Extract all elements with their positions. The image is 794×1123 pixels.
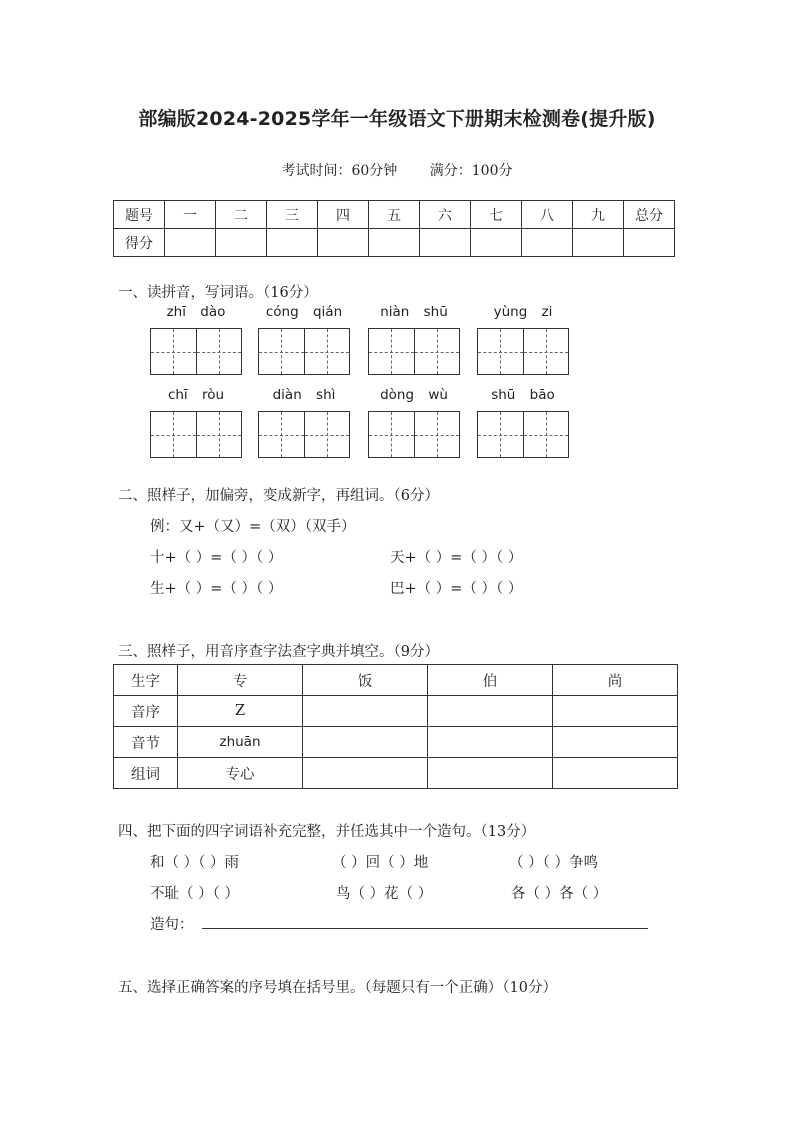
idiom-blank[interactable]: （ ）回（ ）地	[332, 855, 429, 871]
writing-grid[interactable]	[477, 328, 569, 375]
section1-heading: 一、读拼音，写词语。（16分）	[118, 285, 318, 301]
dict-row	[114, 758, 678, 789]
sentence-label: 造句：	[150, 917, 194, 933]
grid-cell[interactable]	[305, 329, 350, 374]
page-title: 部编版2024-2025学年一年级语文下册期末检测卷(提升版)	[138, 108, 656, 130]
writing-grid[interactable]	[150, 328, 242, 375]
grid-cell[interactable]	[151, 329, 197, 374]
idiom-blank[interactable]: 各（ ）各（ ）	[511, 886, 608, 902]
sentence-answer-line[interactable]	[202, 928, 648, 929]
dict-cell: 伯	[428, 665, 553, 696]
score-header-cell: 一	[165, 201, 216, 229]
dict-cell: 尚	[553, 665, 678, 696]
grid-cell[interactable]	[197, 412, 242, 457]
dict-row	[114, 696, 678, 727]
score-table-score-row	[114, 229, 675, 257]
score-header-cell: 七	[471, 201, 522, 229]
dict-answer-cell[interactable]	[428, 758, 553, 789]
section2-line-right[interactable]: 巴+（ ）=（ ）（ ）	[390, 581, 523, 597]
dict-cell: Z	[178, 696, 303, 727]
pinyin-text: diàn shì	[272, 387, 336, 403]
pinyin-text: dòng wù	[380, 387, 448, 403]
section5-heading: 五、选择正确答案的序号填在括号里。（每题只有一个正确）（10分）	[118, 980, 557, 996]
score-header-cell: 五	[369, 201, 420, 229]
score-header-cell: 题号	[114, 201, 165, 229]
score-table	[113, 200, 675, 257]
dict-answer-cell[interactable]	[303, 696, 428, 727]
score-header-cell: 九	[573, 201, 624, 229]
writing-grid[interactable]	[150, 411, 242, 458]
score-input-cell[interactable]	[318, 229, 369, 257]
dict-cell: 饭	[303, 665, 428, 696]
idiom-blank[interactable]: 不耻（ ）（ ）	[150, 886, 239, 902]
writing-grid[interactable]	[368, 328, 460, 375]
dict-row-label: 生字	[114, 665, 178, 696]
score-input-cell[interactable]	[369, 229, 420, 257]
section4-heading: 四、把下面的四字词语补充完整，并任选其中一个造句。（13分）	[118, 824, 536, 840]
score-input-cell[interactable]	[471, 229, 522, 257]
idiom-blank[interactable]: （ ）（ ）争鸣	[509, 855, 598, 871]
grid-cell[interactable]	[369, 329, 415, 374]
score-input-cell[interactable]	[573, 229, 624, 257]
grid-cell[interactable]	[415, 329, 460, 374]
score-input-cell[interactable]	[420, 229, 471, 257]
score-header-cell: 四	[318, 201, 369, 229]
score-header-cell: 八	[522, 201, 573, 229]
idiom-blank[interactable]: 鸟（ ）花（ ）	[336, 886, 433, 902]
exam-info	[0, 160, 794, 180]
score-row-label: 得分	[114, 229, 165, 257]
score-header-cell: 三	[267, 201, 318, 229]
score-input-cell[interactable]	[267, 229, 318, 257]
section2-example: 例：又+（又）=（双）（双手）	[150, 519, 356, 535]
dict-answer-cell[interactable]	[303, 758, 428, 789]
grid-cell[interactable]	[478, 329, 524, 374]
grid-cell[interactable]	[259, 412, 305, 457]
grid-cell[interactable]	[478, 412, 524, 457]
grid-cell[interactable]	[415, 412, 460, 457]
dict-answer-cell[interactable]	[428, 696, 553, 727]
section2-heading: 二、照样子，加偏旁，变成新字，再组词。（6分）	[118, 488, 439, 504]
dict-row-label: 组词	[114, 758, 178, 789]
dict-row	[114, 727, 678, 758]
section3-heading: 三、照样子，用音序查字法查字典并填空。（9分）	[118, 644, 439, 660]
dict-answer-cell[interactable]	[303, 727, 428, 758]
grid-cell[interactable]	[197, 329, 242, 374]
score-table-header-row	[114, 201, 675, 229]
grid-cell[interactable]	[305, 412, 350, 457]
score-header-cell: 二	[216, 201, 267, 229]
dict-row-label: 音序	[114, 696, 178, 727]
dict-cell: 专	[178, 665, 303, 696]
grid-cell[interactable]	[369, 412, 415, 457]
grid-cell[interactable]	[524, 329, 569, 374]
full-score: 满分：100分	[429, 163, 513, 179]
grid-cell[interactable]	[151, 412, 197, 457]
pinyin-text: shū bāo	[491, 387, 555, 403]
score-header-cell: 总分	[624, 201, 675, 229]
writing-grid[interactable]	[368, 411, 460, 458]
section2-line-left[interactable]: 生+（ ）=（ ）（ ）	[150, 581, 283, 597]
grid-cell[interactable]	[524, 412, 569, 457]
dict-answer-cell[interactable]	[428, 727, 553, 758]
dict-answer-cell[interactable]	[553, 758, 678, 789]
pinyin-text: yùng zi	[493, 304, 553, 320]
dict-cell: 专心	[178, 758, 303, 789]
section2-line-right[interactable]: 天+（ ）=（ ）（ ）	[390, 550, 523, 566]
dict-cell: zhuān	[178, 727, 303, 758]
writing-grid[interactable]	[258, 328, 350, 375]
exam-time: 考试时间：60分钟	[281, 163, 398, 179]
dict-answer-cell[interactable]	[553, 696, 678, 727]
score-input-cell[interactable]	[624, 229, 675, 257]
pinyin-text: cóng qián	[265, 304, 343, 320]
dict-row-label: 音节	[114, 727, 178, 758]
score-header-cell: 六	[420, 201, 471, 229]
dictionary-table	[113, 664, 678, 789]
pinyin-text: niàn shū	[380, 304, 448, 320]
score-input-cell[interactable]	[522, 229, 573, 257]
idiom-blank[interactable]: 和（ ）（ ）雨	[150, 855, 239, 871]
pinyin-text: chī ròu	[167, 387, 225, 403]
section2-line-left[interactable]: 十+（ ）=（ ）（ ）	[150, 550, 283, 566]
pinyin-text: zhī dào	[166, 304, 226, 320]
writing-grid[interactable]	[477, 411, 569, 458]
score-input-cell[interactable]	[216, 229, 267, 257]
dict-row	[114, 665, 678, 696]
score-input-cell[interactable]	[165, 229, 216, 257]
writing-grid[interactable]	[258, 411, 350, 458]
grid-cell[interactable]	[259, 329, 305, 374]
dict-answer-cell[interactable]	[553, 727, 678, 758]
